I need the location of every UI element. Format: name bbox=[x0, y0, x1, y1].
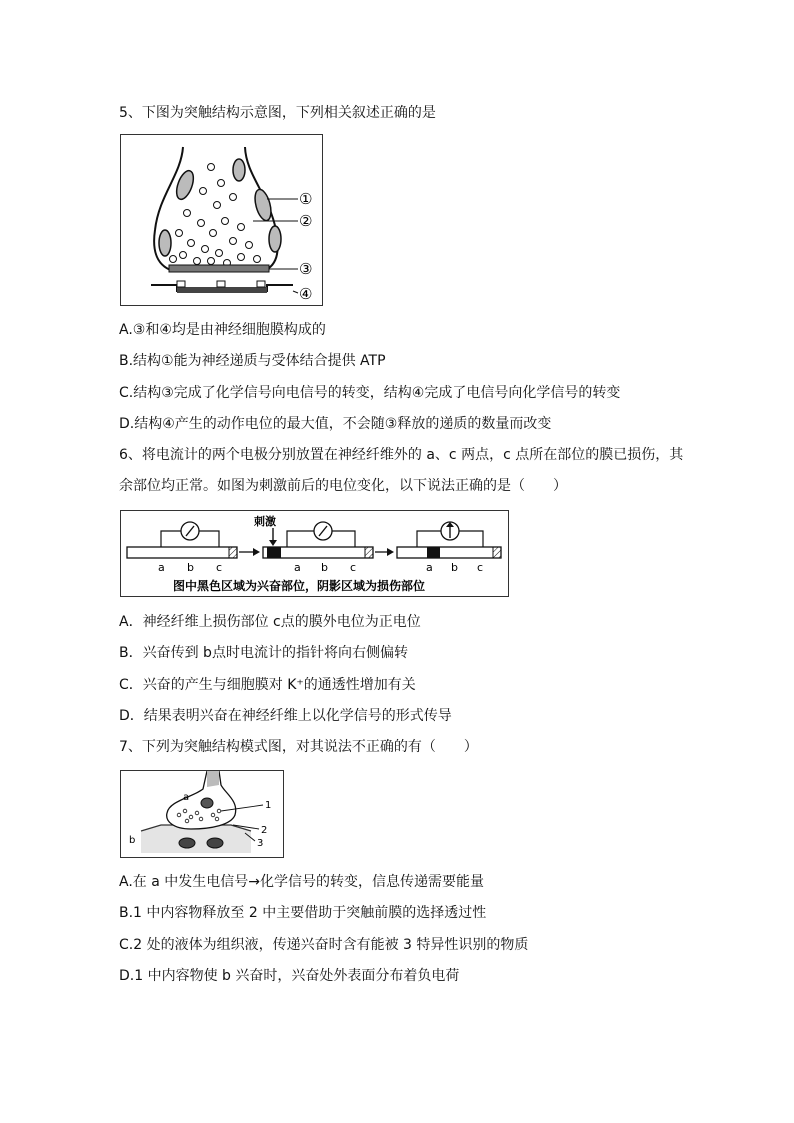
q7-option-d: D.1 中内容物使 b 兴奋时，兴奋处外表面分布着负电荷 bbox=[119, 968, 460, 984]
label-b: b bbox=[321, 561, 328, 574]
q7-option-b: B.1 中内容物释放至 2 中主要借助于突触前膜的选择透过性 bbox=[119, 905, 487, 921]
q5-option-a: A.③和④均是由神经细胞膜构成的 bbox=[119, 322, 326, 338]
arrowhead-1 bbox=[253, 548, 260, 556]
presynaptic-membrane bbox=[169, 265, 269, 272]
q5-stem: 5、下图为突触结构示意图，下列相关叙述正确的是 bbox=[119, 105, 436, 121]
figure-caption: 图中黑色区域为兴奋部位，阴影区域为损伤部位 bbox=[173, 579, 426, 593]
panel-excitation-at-b bbox=[397, 522, 501, 574]
q5-synapse-figure bbox=[120, 134, 323, 306]
label-c: c bbox=[477, 561, 484, 574]
marker-3: ③ bbox=[299, 260, 313, 278]
q6-stem-line1: 6、将电流计的两个电极分别放置在神经纤维外的 a、c 两点，c 点所在部位的膜已损伤，其 bbox=[119, 447, 684, 463]
mitochondrion bbox=[233, 159, 245, 181]
mitochondrion bbox=[252, 188, 274, 223]
stimulus-arrowhead bbox=[269, 540, 277, 546]
label-a: a bbox=[183, 792, 190, 803]
mitochondrion bbox=[159, 230, 171, 256]
number-3: 3 bbox=[257, 838, 264, 849]
q7-stem: 7、下列为突触结构模式图，对其说法不正确的有（ ） bbox=[119, 739, 478, 755]
postsynaptic-density bbox=[177, 287, 267, 293]
label-c: c bbox=[216, 561, 223, 574]
mitochondrion bbox=[201, 798, 213, 808]
q6-stem-line2: 余部位均正常。如图为刺激前后的电位变化，以下说法正确的是（ ） bbox=[119, 478, 567, 494]
q6-option-c: C．兴奋的产生与细胞膜对 K⁺的通透性增加有关 bbox=[119, 677, 416, 693]
synapse-model-diagram bbox=[121, 771, 283, 857]
stimulus-label: 刺激 bbox=[254, 515, 276, 528]
excited-region-3 bbox=[427, 547, 440, 558]
number-2: 2 bbox=[261, 825, 268, 836]
mitochondrion bbox=[269, 226, 281, 252]
nerve-fiber-diagram bbox=[121, 511, 508, 596]
q6-option-a: A．神经纤维上损伤部位 c点的膜外电位为正电位 bbox=[119, 614, 421, 630]
mitochondrion bbox=[173, 169, 196, 202]
axon bbox=[207, 771, 219, 787]
panel-stimulated-at-a bbox=[254, 514, 373, 574]
label-b: b bbox=[187, 561, 194, 574]
marker-1: ① bbox=[299, 190, 313, 208]
panel-before-stimulus bbox=[127, 522, 237, 574]
label-c: c bbox=[350, 561, 357, 574]
q5-option-c: C.结构③完成了化学信号向电信号的转变，结构④完成了电信号向化学信号的转变 bbox=[119, 385, 621, 401]
q7-option-c: C.2 处的液体为组织液，传递兴奋时含有能被 3 特异性识别的物质 bbox=[119, 937, 529, 953]
excited-region-2 bbox=[267, 547, 281, 558]
number-1: 1 bbox=[265, 800, 272, 811]
q6-option-d: D．结果表明兴奋在神经纤维上以化学信号的形式传导 bbox=[119, 708, 452, 724]
label-a: a bbox=[158, 561, 165, 574]
label-b: b bbox=[451, 561, 458, 574]
q5-option-b: B.结构①能为神经递质与受体结合提供 ATP bbox=[119, 353, 386, 369]
marker-4: ④ bbox=[299, 285, 313, 303]
marker-2: ② bbox=[299, 212, 313, 230]
q5-option-d: D.结构④产生的动作电位的最大值，不会随③释放的递质的数量而改变 bbox=[119, 416, 552, 432]
synapse-diagram bbox=[121, 135, 322, 305]
label-a: a bbox=[294, 561, 301, 574]
q6-option-b: B．兴奋传到 b点时电流计的指针将向右侧偏转 bbox=[119, 645, 408, 661]
label-b: b bbox=[129, 835, 136, 846]
arrowhead-2 bbox=[387, 548, 394, 556]
q7-option-a: A.在 a 中发生电信号→化学信号的转变，信息传递需要能量 bbox=[119, 874, 484, 890]
label-a: a bbox=[426, 561, 433, 574]
receptors bbox=[177, 281, 265, 287]
q7-synapse-figure bbox=[120, 770, 284, 858]
leader-line-4 bbox=[293, 291, 298, 293]
mitochondrion-b bbox=[179, 838, 195, 848]
mitochondrion-b bbox=[207, 838, 223, 848]
q6-nerve-fiber-figure bbox=[120, 510, 509, 597]
